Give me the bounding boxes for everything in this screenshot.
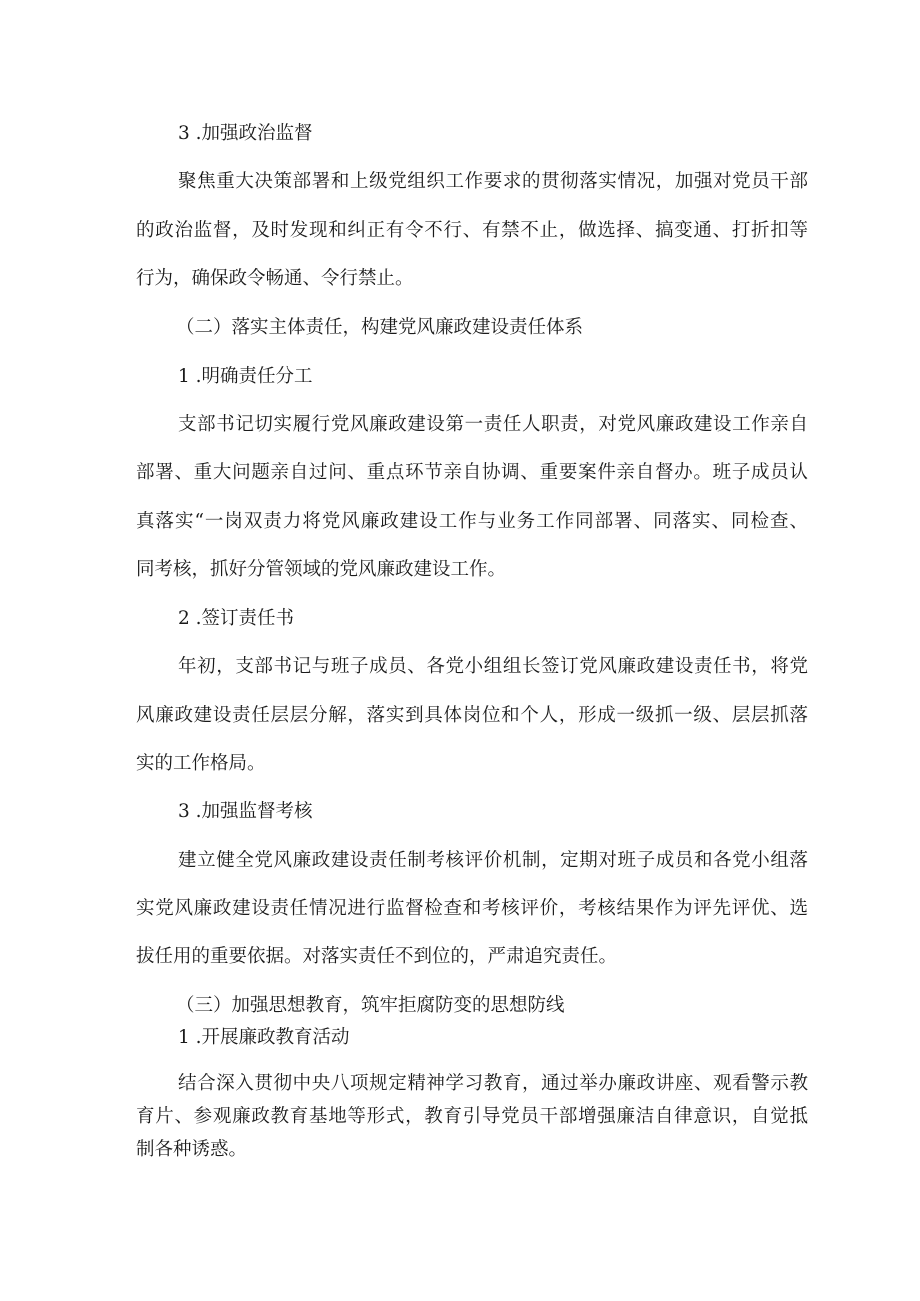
section-title: （二）落实主体责任，构建党风廉政建设责任体系 <box>176 317 584 338</box>
paragraph-line: 支部书记切实履行党风廉政建设第一责任人职责，对党风廉政建设工作亲自 <box>178 414 808 435</box>
paragraph-line: 部署、重大问题亲自过问、重点环节亲自协调、重要案件亲自督办。班子成员认 <box>136 462 808 483</box>
paragraph-line: 风廉政建设责任层层分解，落实到具体岗位和个人，形成一级抓一级、层层抓落 <box>136 705 808 726</box>
paragraph-line: 行为，确保政令畅通、令行禁止。 <box>136 268 414 289</box>
paragraph-line: 同考核，抓好分管领域的党风廉政建设工作。 <box>136 559 507 580</box>
paragraph-line: 建立健全党风廉政建设责任制考核评价机制，定期对班子成员和各党小组落 <box>178 850 808 871</box>
subsection-heading: 3 .加强监督考核 <box>178 801 313 822</box>
paragraph-line: 聚焦重大决策部署和上级党组织工作要求的贯彻落实情况，加强对党员干部 <box>178 171 808 192</box>
paragraph-line: 的政治监督，及时发现和纠正有令不行、有禁不止，做选择、搞变通、打折扣等 <box>136 220 808 241</box>
paragraph-line: 真落实“一岗双责力将党风廉政建设工作与业务工作同部署、同落实、同检查、 <box>136 511 808 532</box>
paragraph-line: 年初，支部书记与班子成员、各党小组组长签订党风廉政建设责任书，将党 <box>178 656 808 677</box>
subsection-heading: 3 .加强政治监督 <box>178 123 313 144</box>
paragraph-line: 实的工作格局。 <box>136 753 266 774</box>
subsection-heading: 1 .明确责任分工 <box>178 366 313 387</box>
paragraph-line: 拔任用的重要依据。对落实责任不到位的，严肃追究责任。 <box>136 946 618 967</box>
paragraph-line: 结合深入贯彻中央八项规定精神学习教育，通过举办廉政讲座、观看警示教 <box>178 1073 808 1094</box>
paragraph-line: 制各种诱惑。 <box>136 1139 248 1160</box>
section-title: （三）加强思想教育，筑牢拒腐防变的思想防线 <box>176 995 565 1016</box>
subsection-heading: 2 .签订责任书 <box>178 608 295 629</box>
paragraph-line: 育片、参观廉政教育基地等形式，教育引导党员干部增强廉洁自律意识，自觉抵 <box>136 1106 808 1127</box>
subsection-heading: 1 .开展廉政教育活动 <box>178 1027 350 1048</box>
paragraph-line: 实党风廉政建设责任情况进行监督检查和考核评价，考核结果作为评先评优、选 <box>136 898 808 919</box>
